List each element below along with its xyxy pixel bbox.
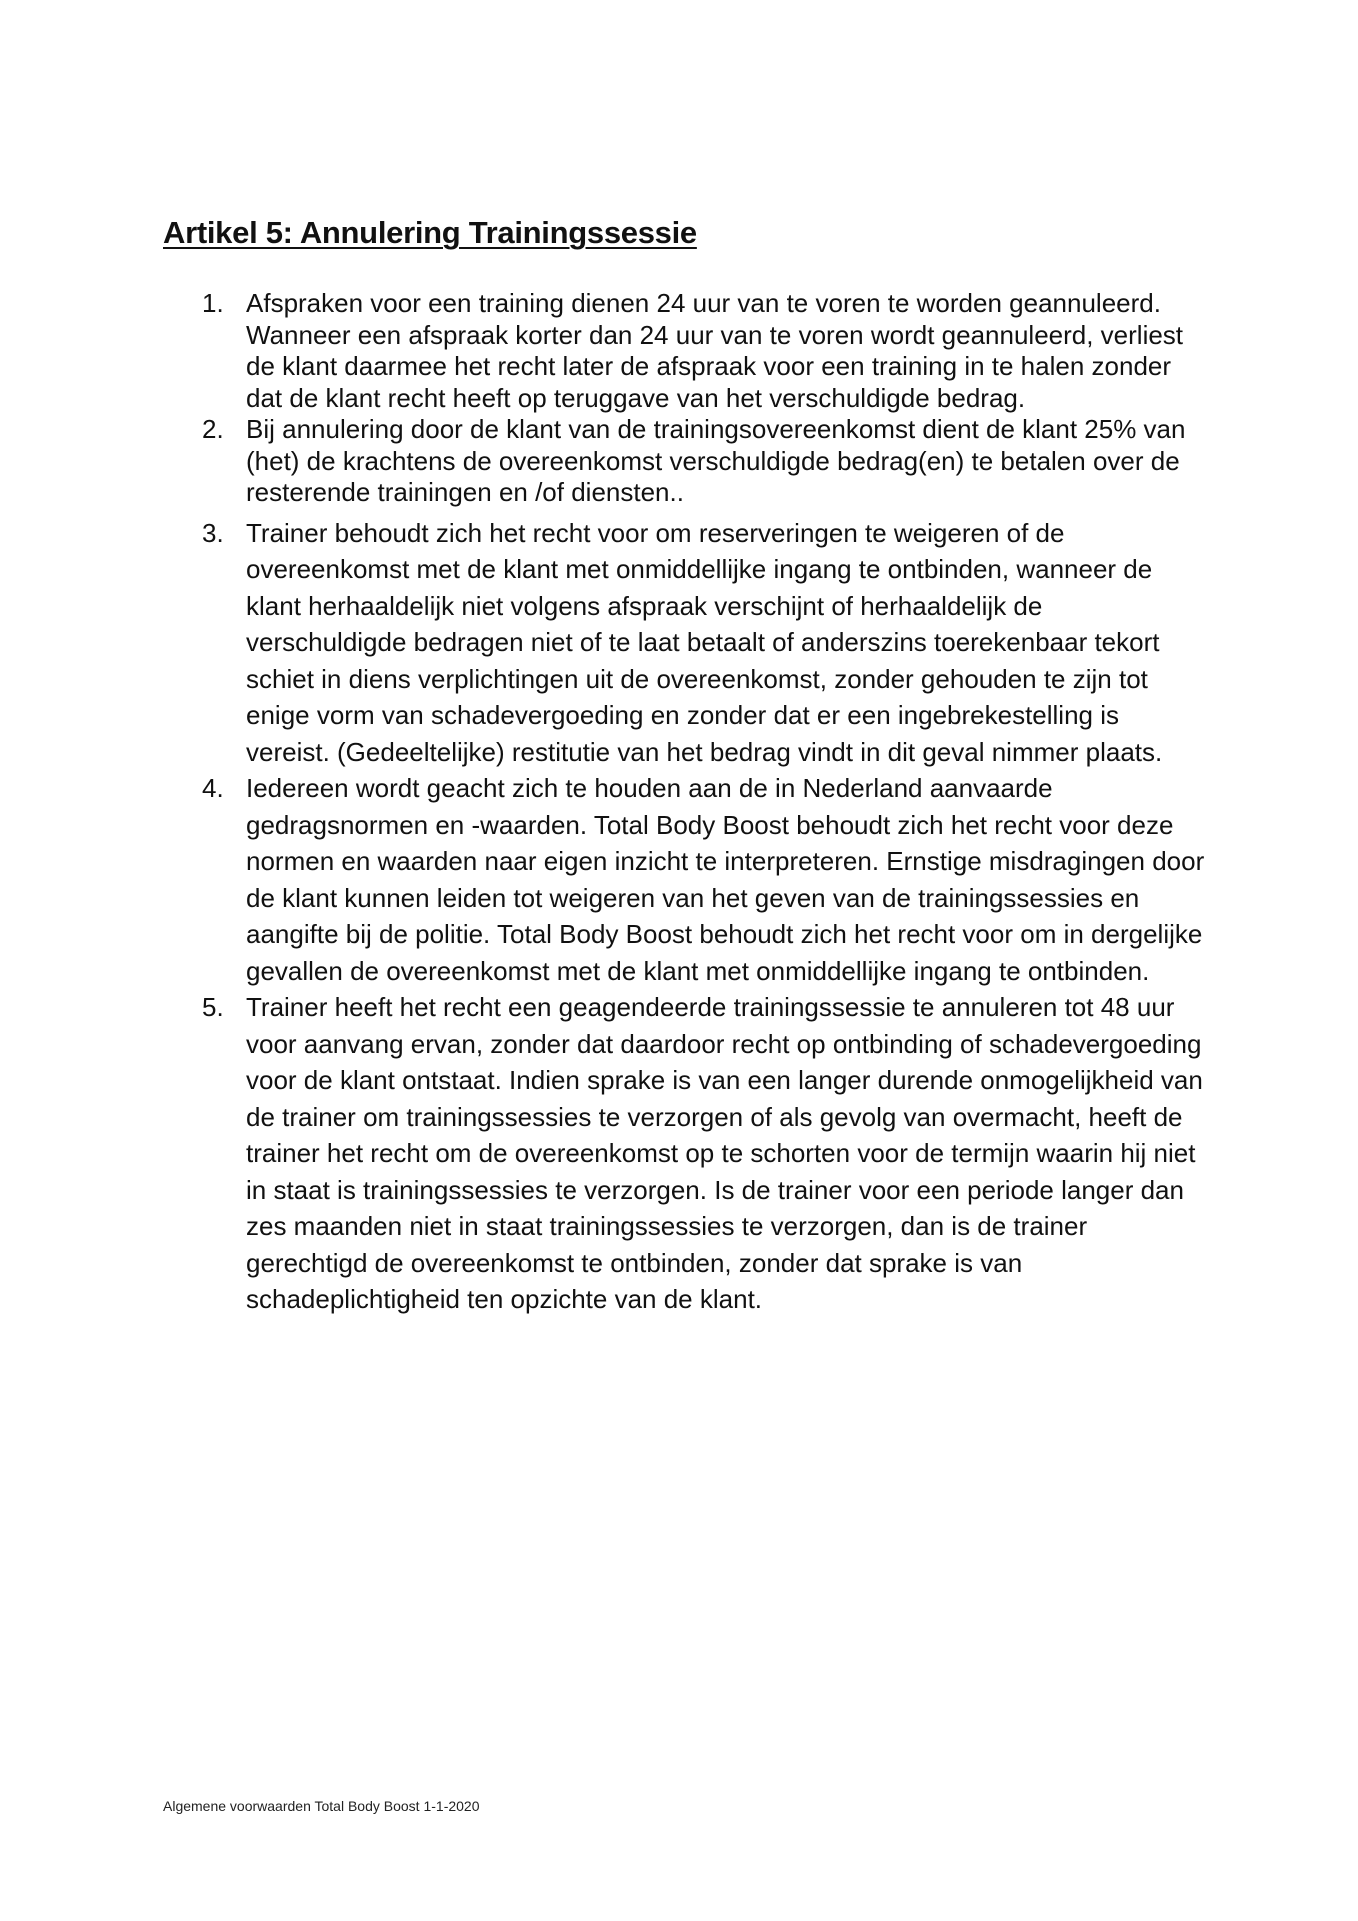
list-item-number: 3. [202,517,224,548]
list-item-number: 2. [202,414,224,444]
list-item [0,515,1206,771]
list-item-number: 5. [202,992,224,1022]
list-item [0,989,1206,1318]
list-item-text: Afspraken voor een training dienen 24 uur van te voren te worden geannuleerd. Wanneer een afspraak korter dan 24 uur van te voren wordt geannuleerd, verliest de klant daarmee het recht later de afspraak voor een training in te halen zonder dat de klant recht heeft op teruggave van het verschuldigde bedrag. [246,288,1184,413]
list-item [0,288,1206,414]
article-list [0,288,1358,1318]
list-item [0,414,1206,509]
page-footer: Algemene voorwaarden Total Body Boost 1-1-2020 [163,1798,480,1814]
list-item-text: Trainer heeft het recht een geagendeerde trainingssessie te annuleren tot 48 uur voor aanvang ervan, zonder dat daardoor recht op ontbinding of schadevergoeding voor de klant ontstaat. Indien sprake is van een langer durende onmogelijkheid van de trainer om trainingssessies te verzorgen of als gevolg van overmacht, heeft de trainer het recht om de overeenkomst op te schorten voor de termijn waarin hij niet in staat is trainingssessies te verzorgen. Is de trainer voor een periode langer dan zes maanden niet in staat trainingssessies te verzorgen, dan is de trainer gerechtigd de overeenkomst te ontbinden, zonder dat sprake is van schadeplichtigheid ten opzichte van de klant. [246,992,1203,1314]
list-item-number: 4. [202,773,224,803]
list-item-text: Trainer behoudt zich het recht voor om reserveringen te weigeren of de overeenkomst met de klant met onmiddellijke ingang te ontbinden, wanneer de klant herhaaldelijk niet volgens afspraak verschijnt of herhaaldelijk de verschuldigde bedragen niet of te laat betaalt of anderszins toerekenbaar tekort schiet in diens verplichtingen uit de overeenkomst, zonder gehouden te zijn tot enige vorm van schadevergoeding en zonder dat er een ingebrekestelling is vereist. (Gedeeltelijke) restitutie van het bedrag vindt in dit geval nimmer plaats. [246,517,1163,767]
list-item-text: Bij annulering door de klant van de trainingsovereenkomst dient de klant 25% van (het) de krachtens de overeenkomst verschuldigde bedrag(en) te betalen over de resterende trainingen en /of diensten.. [246,414,1186,507]
list-item [0,770,1206,989]
list-item-text: Iedereen wordt geacht zich te houden aan de in Nederland aanvaarde gedragsnormen en -waarden. Total Body Boost behoudt zich het recht voor deze normen en waarden naar eigen inzicht te interpreteren. Ernstige misdragingen door de klant kunnen leiden tot weigeren van het geven van de trainingssessies en aangifte bij de politie. Total Body Boost behoudt zich het recht voor om in dergelijke gevallen de overeenkomst met de klant met onmiddellijke ingang te ontbinden. [246,773,1205,986]
article-heading: Artikel 5: Annulering Trainingssessie [163,215,697,250]
list-item-number: 1. [202,288,224,318]
